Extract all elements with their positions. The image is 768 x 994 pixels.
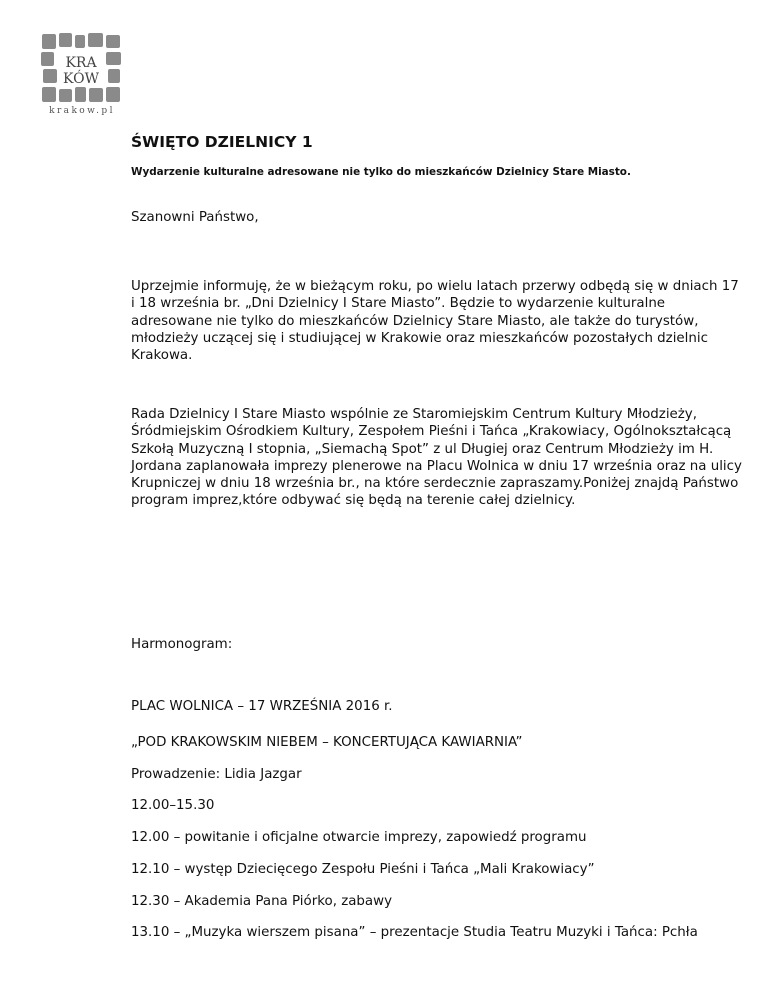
schedule-item: 12.10 – występ Dziecięcego Zespołu Pieśni i Tańca „Mali Krakowiacy” bbox=[131, 862, 595, 877]
schedule-heading: Harmonogram: bbox=[131, 637, 233, 652]
schedule-item: 12.30 – Akademia Pana Piórko, zabawy bbox=[131, 894, 393, 909]
venue-heading: PLAC WOLNICA – 17 WRZEŚNIA 2016 r. bbox=[131, 699, 393, 714]
paragraph-organizers: Rada Dzielnicy I Stare Miasto wspólnie ze Staromiejskim Centrum Kultury Młodzieży, Śródmiejskim Ośrodkiem Kultury, Zespołem Pieśni i Tańca „Krakowiacy, Ogólnokształcącą Szkołą Muzyczną I stopnia, „Siemachą Spot” z ul Długiej oraz Centrum Młodzieży im H. Jordana zaplanowała imprezy plenerowe na Placu Wolnica w dniu 17 września oraz na ulicy Krupniczej w dniu 18 września br., na które serdecznie zapraszamy.Poniżej znajdą Państwo program imprez,które odbywać się będą na terenie całej dzielnicy. bbox=[131, 407, 742, 509]
logo-url: krakow.pl bbox=[49, 106, 115, 116]
document-title: ŚWIĘTO DZIELNICY 1 bbox=[131, 133, 313, 151]
event-time-range: 12.00–15.30 bbox=[131, 798, 215, 813]
logo-text-line1: KRA bbox=[65, 55, 97, 71]
greeting: Szanowni Państwo, bbox=[131, 210, 259, 225]
event-title: „POD KRAKOWSKIM NIEBEM – KONCERTUJĄCA KAWIARNIA” bbox=[131, 735, 523, 750]
schedule-item: 13.10 – „Muzyka wierszem pisana” – prezentacje Studia Teatru Muzyki i Tańca: Pchła bbox=[131, 925, 698, 940]
event-host: Prowadzenie: Lidia Jazgar bbox=[131, 767, 302, 782]
krakow-logo bbox=[40, 32, 124, 122]
logo-mosaic bbox=[40, 32, 124, 106]
schedule-item: 12.00 – powitanie i oficjalne otwarcie imprezy, zapowiedź programu bbox=[131, 830, 587, 845]
document-subtitle: Wydarzenie kulturalne adresowane nie tylko do mieszkańców Dzielnicy Stare Miasto. bbox=[131, 166, 631, 178]
paragraph-intro: Uprzejmie informuję, że w bieżącym roku, po wielu latach przerwy odbędą się w dniach 17 i 18 września br. „Dni Dzielnicy I Stare Miasto”. Będzie to wydarzenie kulturalne adresowane nie tylko do mieszkańców Dzielnicy Stare Miasto, ale także do turystów, młodzieży uczącej się i studiującej w Krakowie oraz mieszkańców pozostałych dzielnic Krakowa. bbox=[131, 279, 739, 364]
logo-text-line2: KÓW bbox=[63, 71, 99, 87]
